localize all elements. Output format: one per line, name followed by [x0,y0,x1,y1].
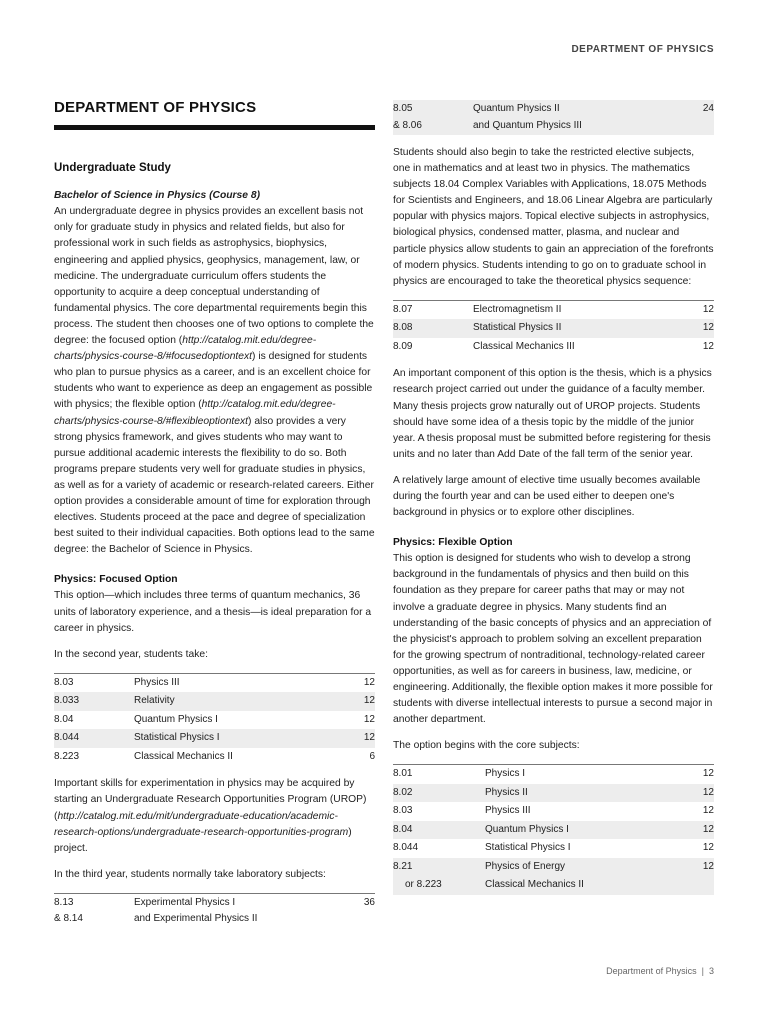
undergrad-heading: Undergraduate Study [54,162,171,175]
second-year-table [54,673,375,767]
table-row: or 8.223 Classical Mechanics II [393,876,714,895]
urop-link[interactable]: http://catalog.mit.edu/mit/undergraduate-education/academic-research-options/undergraduate-research-opportunities-program [54,810,349,838]
table-row: 8.04 Quantum Physics I 12 [54,713,375,725]
page-title: DEPARTMENT OF PHYSICS [54,100,375,130]
core-table [393,764,714,895]
table-row: 8.13 & 8.14 Experimental Physics I and Experimental Physics II 36 [54,896,375,925]
table-row: 8.09 Classical Mechanics III 12 [393,340,714,352]
flexible-desc: This option is designed for students who wish to develop a strong background in the fundamentals of physics and then build on this foundation as they prepare for career paths that may or may not involve a graduate degree in physics. Many students find an understanding of the basic concepts of physics and an appreciation of the physicist's approach to problem solving an excellent preparation for the growing spectrum of nontraditional, technology-related career opportunities, as well as for careers in business, law, medicine, or engineering. Additionally, the flexible option makes it more possible for students with diverse intellectual interests to pursue a second major in another department. [393,553,713,726]
table-row: 8.044 Statistical Physics I 12 [393,842,714,854]
page-footer [606,966,714,976]
quantum-table [393,100,714,135]
flexible-option-link[interactable]: http://catalog.mit.edu/degree-charts/physics-course-8/#flexibleoptiontext [54,399,336,427]
third-year-intro: In the third year, students normally take laboratory subjects: [54,868,326,880]
table-row: 8.03 Physics III 12 [393,805,714,817]
table-row: 8.02 Physics II 12 [393,784,714,803]
urop-paragraph: Important skills for experimentation in physics may be acquired by starting an Undergraduate Research Opportunities Program (UROP) (http://catalog.mit.edu/mit/undergraduate-education/academic-research-options/undergraduate-research-opportunities-program) project. [54,778,367,854]
table-row: 8.01 Physics I 12 [393,768,714,780]
elective-time-paragraph: A relatively large amount of elective time usually becomes available during the fourth year and can be used either to deepen one's background in physics or to explore other disciplines. [393,474,701,519]
table-row: 8.03 Physics III 12 [54,676,375,688]
footer-label: Department of Physics [606,966,697,976]
table-row: 8.223 Classical Mechanics II 6 [54,750,375,762]
running-head: DEPARTMENT OF PHYSICS [571,44,714,55]
focused-heading: Physics: Focused Option [54,574,178,586]
right-column [393,100,714,905]
bs-heading: Bachelor of Science in Physics (Course 8) [54,190,261,202]
table-row: 8.07 Electromagnetism II 12 [393,303,714,315]
table-row: 8.08 Statistical Physics II 12 [393,319,714,338]
table-row: 8.033 Relativity 12 [54,692,375,711]
core-intro: The option begins with the core subjects: [393,740,580,752]
focused-option-link[interactable]: http://catalog.mit.edu/degree-charts/physics-course-8/#focusedoptiontext [54,335,317,363]
theory-table [393,300,714,357]
focused-desc: This option—which includes three terms of quantum mechanics, 36 units of laboratory experience, and a thesis—is ideal preparation for a career in physics. [54,590,372,634]
table-row: 8.04 Quantum Physics I 12 [393,821,714,840]
left-column [54,100,375,939]
intro-paragraph: An undergraduate degree in physics provides an excellent basis not only for graduate study in physics and related fields, but also for professional work in such fields as astrophysics, biophysics, engineering and applied physics, geophysics, management, law, or medicine. The undergraduate curriculum offers students the opportunity to acquire a deep conceptual understanding of fundamental physics. The core departmental requirements begin this process. The student then chooses one of two options to complete the degree: the focused option (http://catalog.mit.edu/degree-charts/physics-course-8/#focusedoptiontext) is designed for students who plan to pursue physics as a career, and is an excellent choice for students who want to experience as deep an engagement as possible with physics; the flexible option (http://catalog.mit.edu/degree-charts/physics-course-8/#flexibleoptiontext) also provides a very strong physics framework, and gives students who may want to pursue additional academic interests the flexibility to do so. Both programs prepare students very well for graduate studies in physics, as well as for a variety of academic or research-related careers. Either option provides a considerable amount of time for exploration through electives. Students proceed at the pace and degree of specialization best suited to their individual capacities. Both options lead to the same degree: the Bachelor of Science in Physics. [54,206,375,556]
page-number: 3 [708,966,714,976]
flexible-heading: Physics: Flexible Option [393,537,513,549]
lab-table [54,893,375,929]
thesis-paragraph: An important component of this option is the thesis, which is a physics research project carried out under the guidance of a faculty member. Many thesis projects grow naturally out of UROP projects. Students should have some idea of a thesis topic by the middle of the junior year. A thesis proposal must be submitted before registering for thesis units and no later than Add Date of the fall term of the senior year. [393,368,712,460]
table-row: 8.21 Physics of Energy 12 [393,858,714,877]
elective-paragraph: Students should also begin to take the restricted elective subjects, one in mathematics and at least two in physics. The mathematics subjects 18.04 Complex Variables with Applications, 18.075 Methods for Scientists and Engineers, and 18.06 Linear Algebra are particularly popular with physics majors. Topical elective subjects in astrophysics, biological physics, condensed matter, plasma, and nuclear and particle physics allow students to gain an appreciation of the forefronts of modern physics. Students intending to go on to graduate school in physics are encouraged to take the theoretical physics sequence: [393,147,714,287]
table-row: 8.05 & 8.06 Quantum Physics II and Quantum Physics III 24 [393,100,714,135]
footer-separator: | [701,966,704,976]
second-year-intro: In the second year, students take: [54,648,208,660]
table-row: 8.044 Statistical Physics I 12 [54,729,375,748]
